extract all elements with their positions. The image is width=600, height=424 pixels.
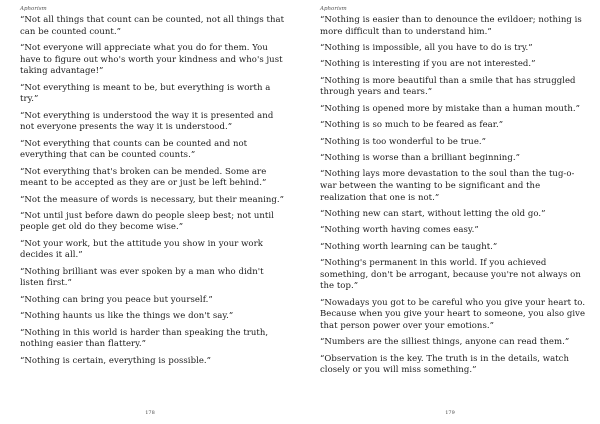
right-page	[300, 0, 600, 424]
quote: “Nothing is too wonderful to be true.”	[320, 136, 487, 147]
quote: “Nothing worth having comes easy.”	[320, 225, 479, 236]
quote-list	[320, 15, 588, 382]
quote: “Not your work, but the attitude you show in your work decides it all.”	[20, 238, 263, 261]
quote: “Not all things that count can be counted, not all things that can be counted count.”	[20, 15, 285, 37]
quote: “Nothing haunts us like the things we don't say.”	[20, 311, 234, 322]
quote: “Nothing is so much to be feared as fear.”	[320, 120, 504, 131]
page-number: 178	[145, 410, 155, 416]
quote: “Nothing is certain, everything is possible.”	[20, 355, 212, 366]
quote: “Nothing is opened more by mistake than a human mouth.”	[320, 103, 581, 114]
quote: “Not everyone will appreciate what you do for them. You have to figure out who's worth your kindness and who's just taking advantage!”	[20, 42, 283, 77]
quote: “Not the measure of words is necessary, but their meaning.”	[20, 194, 285, 205]
quote: “Nothing worth learning can be taught.”	[320, 241, 498, 252]
running-header: Aphorism	[20, 6, 47, 12]
quote: “Numbers are the silliest things, anyone can read them.”	[320, 337, 570, 348]
quote: “Observation is the key. The truth is in the details, watch closely or you will miss something.”	[320, 353, 569, 376]
page-number: 179	[445, 410, 455, 416]
quote: “Nothing brilliant was ever spoken by a man who didn't listen first.”	[20, 266, 264, 289]
running-header: Aphorism	[320, 6, 347, 12]
quote: “Not until just before dawn do people sleep best; not until people get old do they become wise.”	[20, 210, 274, 233]
quote-list	[20, 15, 288, 372]
quote: “Nothing's permanent in this world. If you achieved something, don't be arrogant, because you're not always on the top.”	[320, 258, 581, 292]
quote: “Nowadays you got to be careful who you give your heart to. Because when you give your heart to someone, you also give that person power over your emotions.”	[320, 297, 586, 331]
quote: “Nothing new can start, without letting the old go.”	[320, 208, 546, 219]
quote: “Not everything that's broken can be mended. Some are meant to be accepted as they are or just be left behind.”	[20, 166, 267, 189]
quote: “Not everything is meant to be, but everything is worth a try.”	[20, 82, 271, 105]
quote: “Not everything that counts can be counted and not everything that can be counted counts.”	[20, 138, 248, 161]
quote: “Nothing is worse than a brilliant beginning.”	[320, 152, 520, 163]
quote: “Nothing lays more devastation to the soul than the tug-o-war between the wanting to be significant and the realization that one is not.”	[320, 169, 575, 203]
quote: “Nothing is more beautiful than a smile that has struggled through years and tears.”	[320, 75, 576, 98]
quote: “Not everything is understood the way it is presented and not everyone presents the way it is understood.”	[20, 110, 274, 133]
quote: “Nothing can bring you peace but yourself.”	[20, 294, 213, 305]
quote: “Nothing is impossible, all you have to do is try.”	[320, 42, 533, 53]
quote: “Nothing in this world is harder than speaking the truth, nothing easier than flattery.”	[20, 327, 269, 350]
quote: “Nothing is interesting if you are not interested.”	[320, 59, 536, 70]
quote: “Nothing is easier than to denounce the evildoer; nothing is more difficult than to understand him.”	[320, 15, 582, 37]
